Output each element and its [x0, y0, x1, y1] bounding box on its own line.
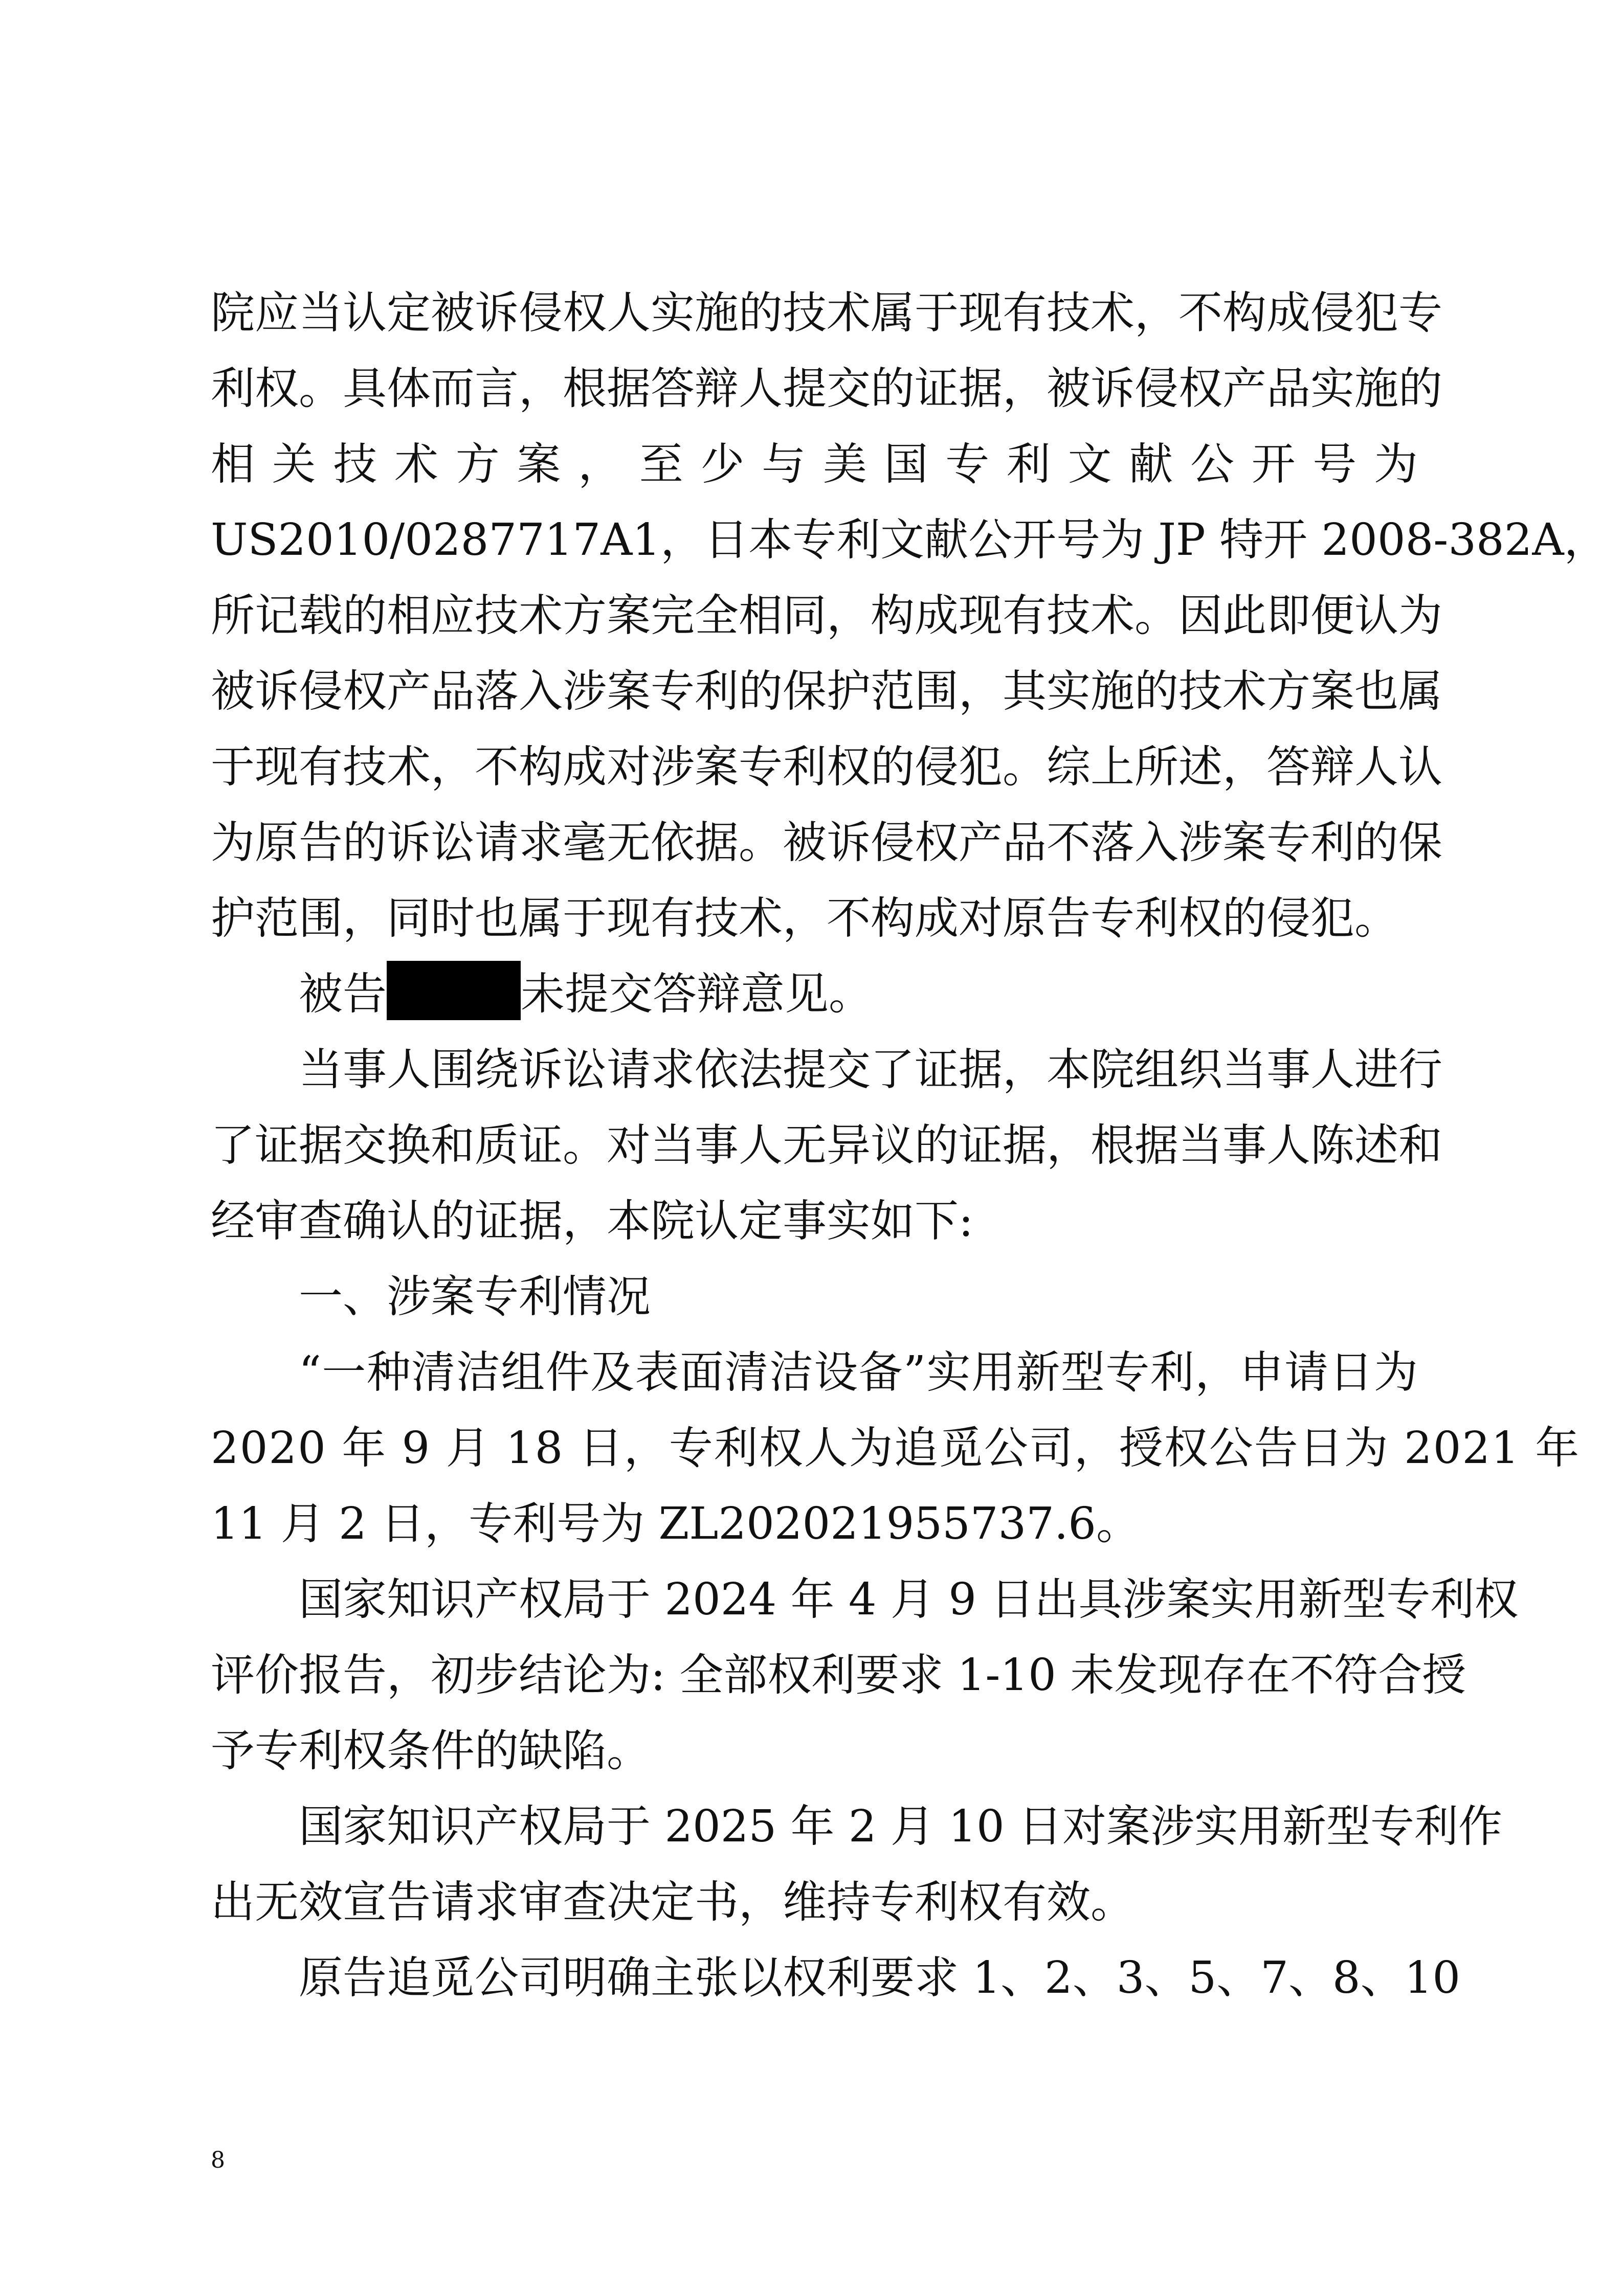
text-line: 经审查确认的证据，本院认定事实如下: [211, 1196, 973, 1247]
text-fragment: 被告 [299, 969, 387, 1020]
text-line: 被诉侵权产品落入涉案专利的保护范围，其实施的技术方案也属 [211, 666, 1442, 717]
defendant-paragraph [211, 956, 1418, 1032]
text-line: 当事人围绕诉讼请求依法提交了证据，本院组织当事人进行 [299, 1044, 1442, 1095]
text-line: 于现有技术，不构成对涉案专利权的侵犯。综上所述，答辩人认 [211, 741, 1442, 793]
text-line: 利权。具体而言，根据答辩人提交的证据，被诉侵权产品实施的 [211, 363, 1442, 414]
text-line: 为原告的诉讼请求毫无依据。被诉侵权产品不落入涉案专利的保 [211, 817, 1442, 868]
text-line: US2010/0287717A1，日本专利文献公开号为 JP 特开 2008-382A， [211, 514, 1608, 566]
text-line: “一种清洁组件及表面清洁设备”实用新型专利，申请日为 [299, 1347, 1418, 1398]
text-fragment: 未提交答辩意见。 [521, 969, 873, 1020]
text-line: 了证据交换和质证。对当事人无异议的证据，根据当事人陈述和 [211, 1120, 1442, 1171]
text-line: 出无效宣告请求审查决定书，维持专利权有效。 [211, 1877, 1134, 1928]
text-line: 护范围，同时也属于现有技术，不构成对原告专利权的侵犯。 [211, 893, 1398, 944]
text-line: 评价报告，初步结论为: 全部权利要求 1-10 未发现存在不符合授 [211, 1650, 1466, 1701]
section-heading: 一、涉案专利情况 [299, 1271, 651, 1322]
page-number: 8 [211, 2147, 225, 2173]
text-line: 国家知识产权局于 2025 年 2 月 10 日对案涉实用新型专利作 [299, 1801, 1503, 1852]
document-body [211, 275, 1608, 2016]
text-line: 相 关 技 术 方 案 ， 至 少 与 美 国 专 利 文 献 公 开 号 为 [211, 439, 1418, 490]
text-line: 原告追觅公司明确主张以权利要求 1、2、3、5、7、8、10 [299, 1952, 1461, 2004]
text-line: 予专利权条件的缺陷。 [211, 1725, 651, 1776]
redaction-block [387, 961, 521, 1020]
text-line: 11 月 2 日，专利号为 ZL202021955737.6。 [211, 1498, 1141, 1549]
text-line: 国家知识产权局于 2024 年 4 月 9 日出具涉案实用新型专利权 [299, 1574, 1519, 1625]
text-line: 2020 年 9 月 18 日，专利权人为追觅公司，授权公告日为 2021 年 [211, 1423, 1581, 1474]
text-line: 所记载的相应技术方案完全相同，构成现有技术。因此即便认为 [211, 590, 1442, 641]
text-line: 院应当认定被诉侵权人实施的技术属于现有技术，不构成侵犯专 [211, 287, 1442, 339]
